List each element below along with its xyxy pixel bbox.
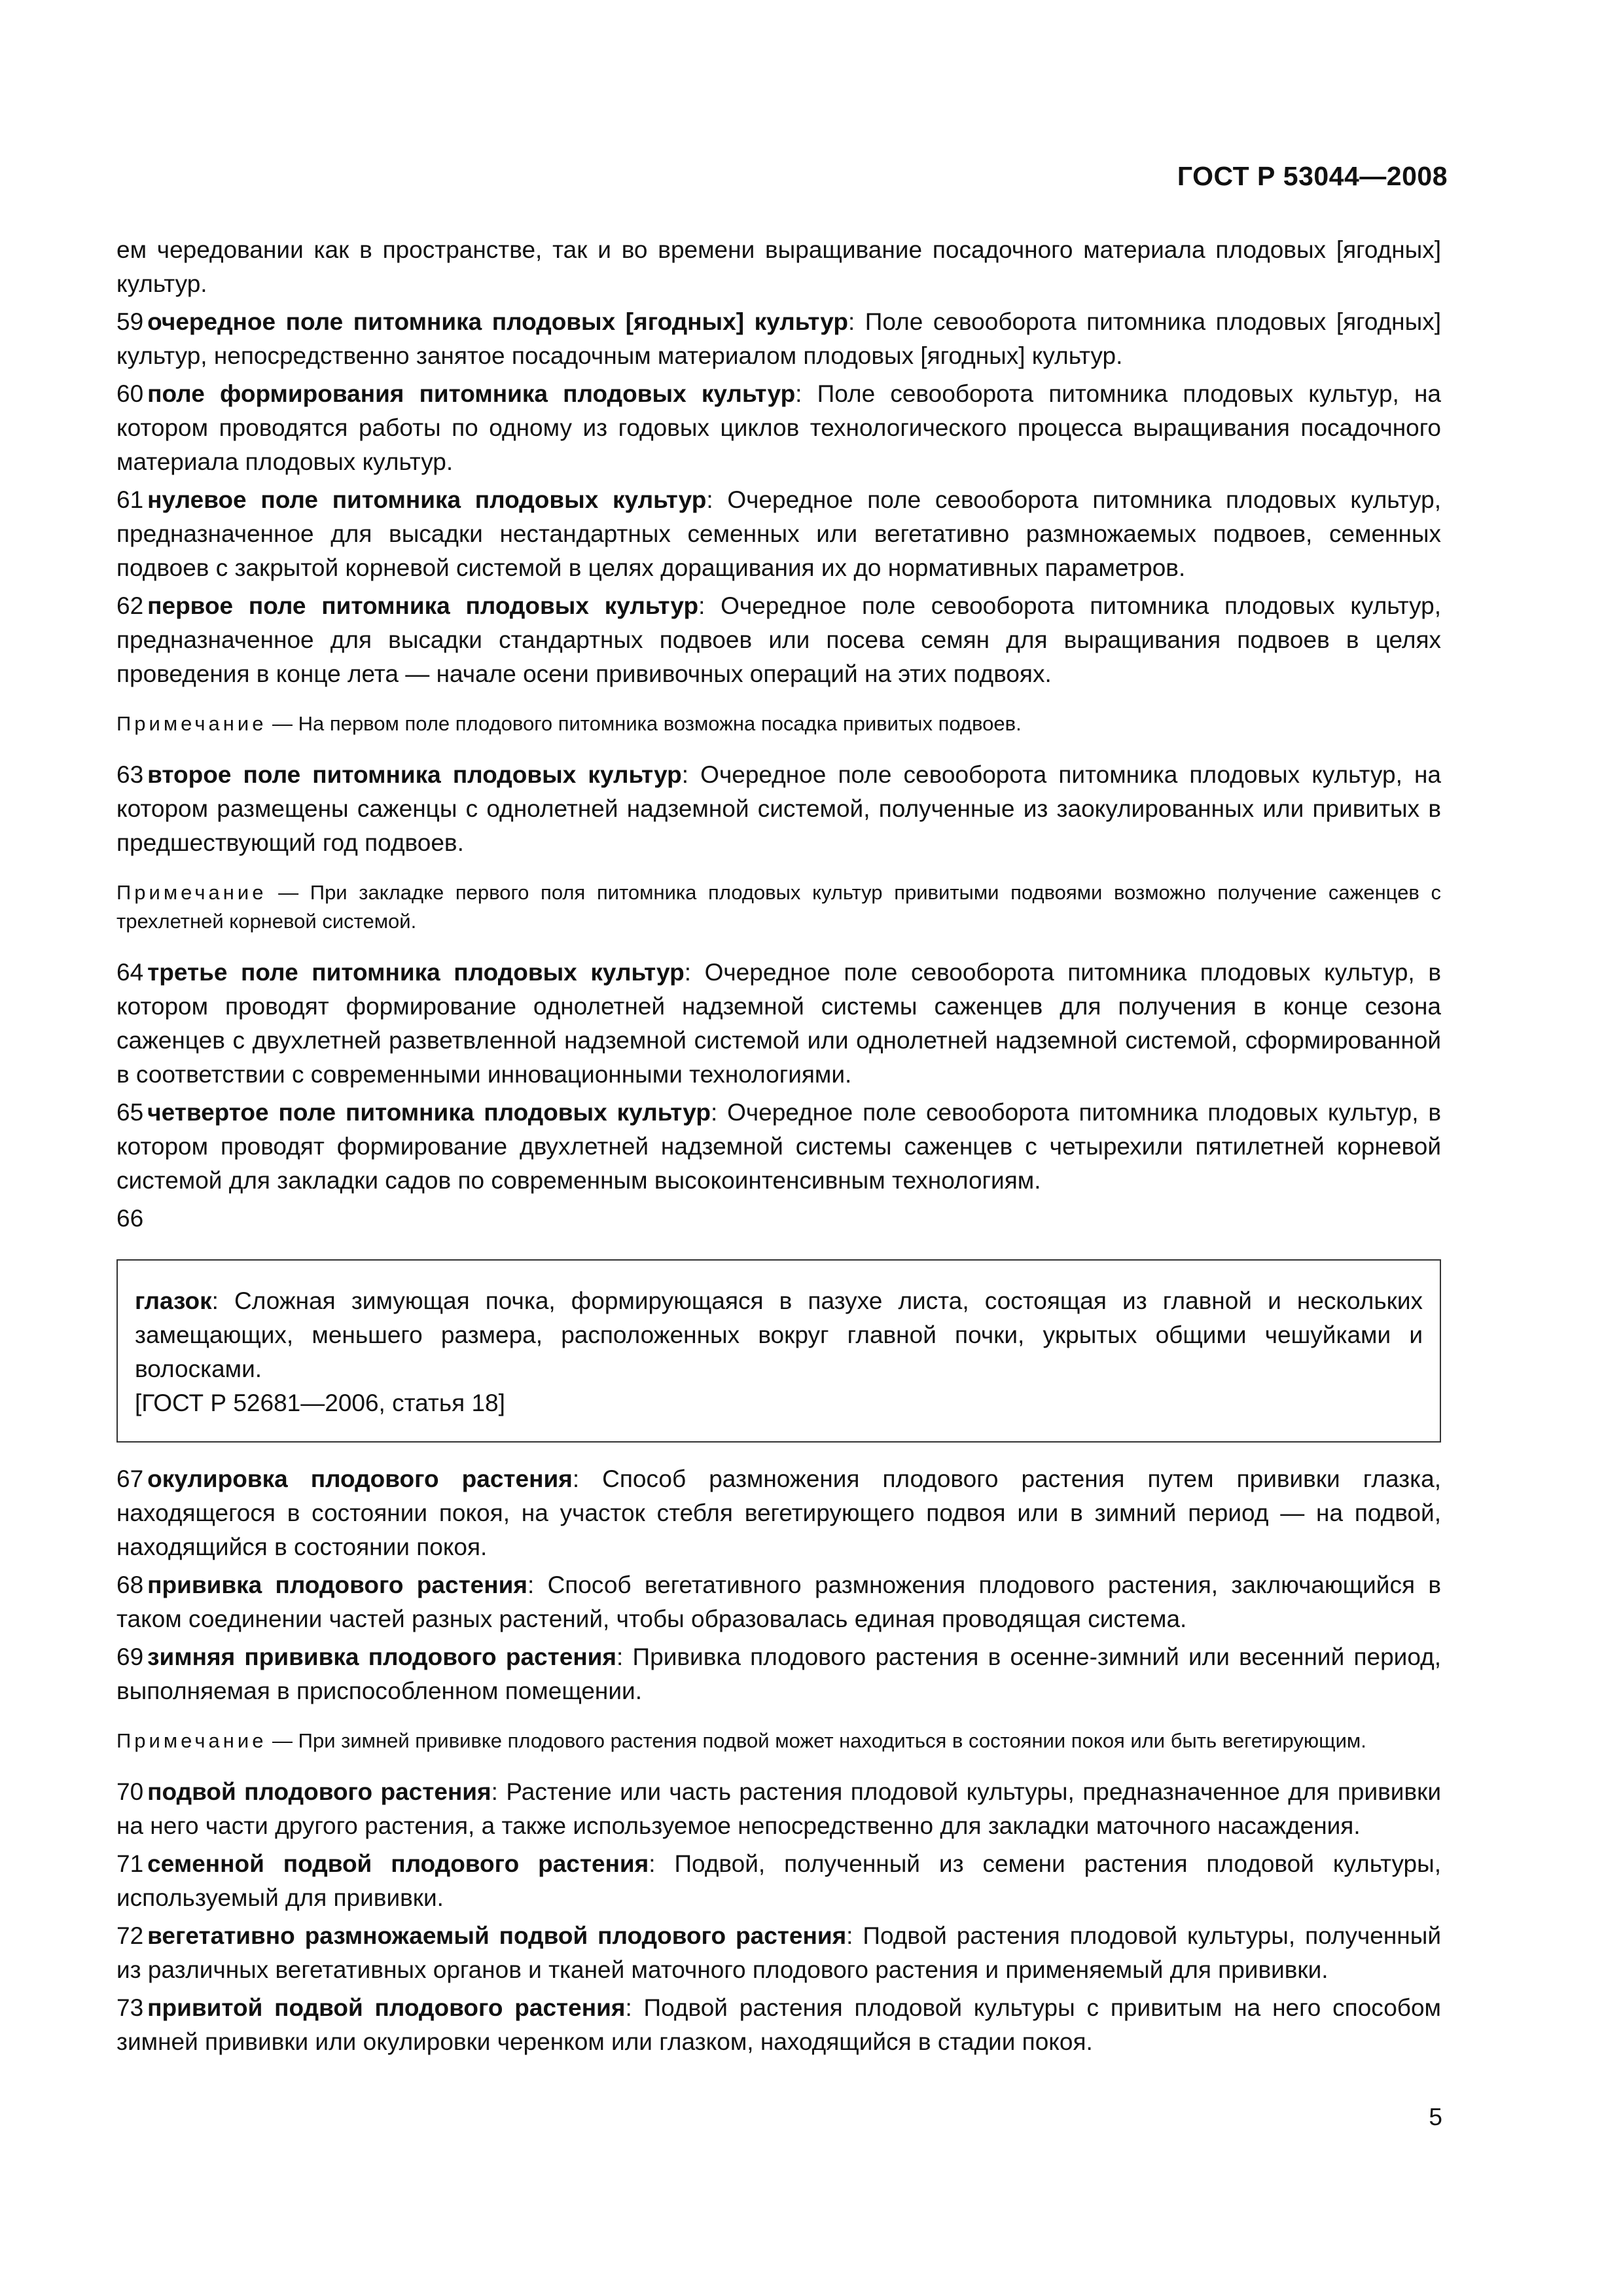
entry-definition: : Способ вегетативного размножения плодового растения, заключающийся в таком соединении частей разных растений, чтобы образовалась единая проводящая система. <box>116 1571 1441 1632</box>
entry-definition: : Поле севооборота питомника плодовых [ягодных] культур, непосредственно занятое посадочным материалом плодовых [ягодных] культур. <box>116 308 1441 369</box>
entry-definition: : Очередное поле севооборота питомника плодовых культур, предназначенное для высадки стандартных подвоев или посева семян для выращивания подвоев в целях проведения в конце лета — начале осени прививочных операций на этих подвоях. <box>116 592 1442 687</box>
entry-66 <box>116 1202 1441 1236</box>
note-69 <box>116 1727 1441 1755</box>
entry-number: 62 <box>116 592 144 619</box>
entry-number: 69 <box>116 1643 144 1670</box>
entry-64 <box>116 956 1441 1092</box>
entry-68 <box>116 1568 1441 1636</box>
entry-67 <box>116 1462 1441 1564</box>
note-dash: — <box>266 1729 298 1752</box>
note-label: Примечание <box>116 1729 267 1752</box>
entry-definition: : Очередное поле севооборота питомника плодовых культур, в котором проводят формирование двухлетней надземной системы саженцев с четырехили пятилетней корневой системой для закладки садов по современным высокоинтенсивным технологиям. <box>116 1099 1441 1194</box>
entry-definition: : Прививка плодового растения в осенне-зимний или весенний период, выполняемая в приспособленном помещении. <box>116 1643 1441 1704</box>
document-body <box>116 233 1441 2063</box>
term-box-66 <box>116 1259 1441 1443</box>
entry-term: окулировка плодового растения <box>147 1465 573 1492</box>
entry-number: 70 <box>116 1778 144 1805</box>
entry-term: привитой подвой плодового растения <box>147 1994 626 2021</box>
entry-number: 73 <box>116 1994 144 2021</box>
entry-definition: : Очередное поле севооборота питомника плодовых культур, предназначенное для высадки нестандартных семенных или вегетативно размножаемых подвоев, семенных подвоев с закрытой корневой системой в целях доращивания их до нормативных параметров. <box>116 486 1441 581</box>
entry-term: зимняя прививка плодового растения <box>147 1643 617 1670</box>
entry-definition: : Способ размножения плодового растения путем прививки глазка, находящегося в состоянии покоя, на участок стебля вегетирующего подвоя или в зимний период — на подвой, находящийся в состоянии покоя. <box>116 1465 1441 1560</box>
entry-number: 60 <box>116 380 144 407</box>
entry-definition: : Очередное поле севооборота питомника плодовых культур, в котором проводят формирование однолетней надземной системы саженцев для получения в конце сезона саженцев с двухлетней разветвленной надземной системой или однолетней надземной системой, сформированной в соответствии с современными инновационными технологиями. <box>116 959 1441 1088</box>
entry-65 <box>116 1096 1441 1198</box>
entry-73 <box>116 1991 1441 2059</box>
box-definition-text: : Сложная зимующая почка, формирующаяся в пазухе листа, состоящая из главной и нескольких замещающих, меньшего размера, расположенных вокруг главной почки, укрытых общими чешуйками и волосками. <box>135 1287 1423 1382</box>
note-text: При зимней прививке плодового растения подвой может находиться в состоянии покоя или быть вегетирующим. <box>298 1729 1366 1752</box>
entry-term: вегетативно размножаемый подвой плодового растения <box>147 1922 847 1949</box>
document-code-header: ГОСТ Р 53044—2008 <box>1177 161 1448 191</box>
entry-term: подвой плодового растения <box>147 1778 491 1805</box>
entry-number: 63 <box>116 761 144 788</box>
entry-definition: : Растение или часть растения плодовой культуры, предназначенное для прививки на него части другого растения, а также используемое непосредственно для закладки маточного насаждения. <box>116 1778 1441 1839</box>
entry-definition: : Подвой растения плодовой культуры с привитым на него способом зимней прививки или окулировки черенком или глазком, находящийся в стадии покоя. <box>116 1994 1441 2055</box>
entry-70 <box>116 1775 1441 1843</box>
note-label: Примечание <box>116 712 267 735</box>
note-dash: — <box>266 712 298 735</box>
entry-definition: : Подвой растения плодовой культуры, полученный из различных вегетативных органов и тканей маточного плодового растения и применяемый для прививки. <box>116 1922 1441 1983</box>
entry-number: 59 <box>116 308 144 335</box>
entry-59 <box>116 305 1441 373</box>
entry-61 <box>116 483 1441 585</box>
entry-72 <box>116 1919 1441 1987</box>
note-62 <box>116 709 1441 738</box>
entry-term: нулевое поле питомника плодовых культур <box>147 486 707 513</box>
entry-number: 66 <box>116 1205 144 1232</box>
entry-number: 61 <box>116 486 144 513</box>
entry-60 <box>116 377 1441 479</box>
entry-number: 68 <box>116 1571 144 1598</box>
entry-number: 71 <box>116 1850 144 1877</box>
entry-term: семенной подвой плодового растения <box>147 1850 649 1877</box>
note-text: На первом поле плодового питомника возможна посадка привитых подвоев. <box>298 712 1022 735</box>
entry-number: 67 <box>116 1465 144 1492</box>
entry-63 <box>116 758 1441 860</box>
note-dash: — <box>266 881 310 904</box>
box-reference: [ГОСТ Р 52681—2006, статья 18] <box>135 1390 505 1416</box>
entry-definition: : Подвой, полученный из семени растения плодовой культуры, используемый для прививки. <box>116 1850 1441 1911</box>
entry-term: четвертое поле питомника плодовых культур <box>147 1099 711 1126</box>
entry-term: поле формирования питомника плодовых культур <box>147 380 796 407</box>
entry-term: третье поле питомника плодовых культур <box>147 959 685 986</box>
entry-number: 64 <box>116 959 144 986</box>
entry-69 <box>116 1640 1441 1708</box>
entry-term: очередное поле питомника плодовых [ягодных] культур <box>147 308 848 335</box>
entry-number: 65 <box>116 1099 144 1126</box>
entry-term: второе поле питомника плодовых культур <box>147 761 682 788</box>
entry-62 <box>116 589 1441 691</box>
entry-term: первое поле питомника плодовых культур <box>147 592 699 619</box>
entry-71 <box>116 1847 1441 1915</box>
note-text: При закладке первого поля питомника плодовых культур привитыми подвоями возможно получение саженцев с трехлетней корневой системой. <box>116 881 1441 933</box>
note-label: Примечание <box>116 881 267 904</box>
box-definition <box>135 1284 1423 1386</box>
box-term: глазок <box>135 1287 212 1314</box>
intro-paragraph: ем чередовании как в пространстве, так и во времени выращивание посадочного материала плодовых [ягодных] культур. <box>116 236 1441 297</box>
entry-definition: : Очередное поле севооборота питомника плодовых культур, на котором размещены саженцы с однолетней надземной системой, полученные из заокулированных или привитых в предшествующий год подвоев. <box>116 761 1441 856</box>
note-63 <box>116 878 1441 936</box>
page-number: 5 <box>1429 2104 1442 2130</box>
entry-definition: : Поле севооборота питомника плодовых культур, на котором проводятся работы по одному из годовых циклов технологического процесса выращивания посадочного материала плодовых культур. <box>116 380 1441 475</box>
entry-term: прививка плодового растения <box>147 1571 527 1598</box>
entry-number: 72 <box>116 1922 144 1949</box>
